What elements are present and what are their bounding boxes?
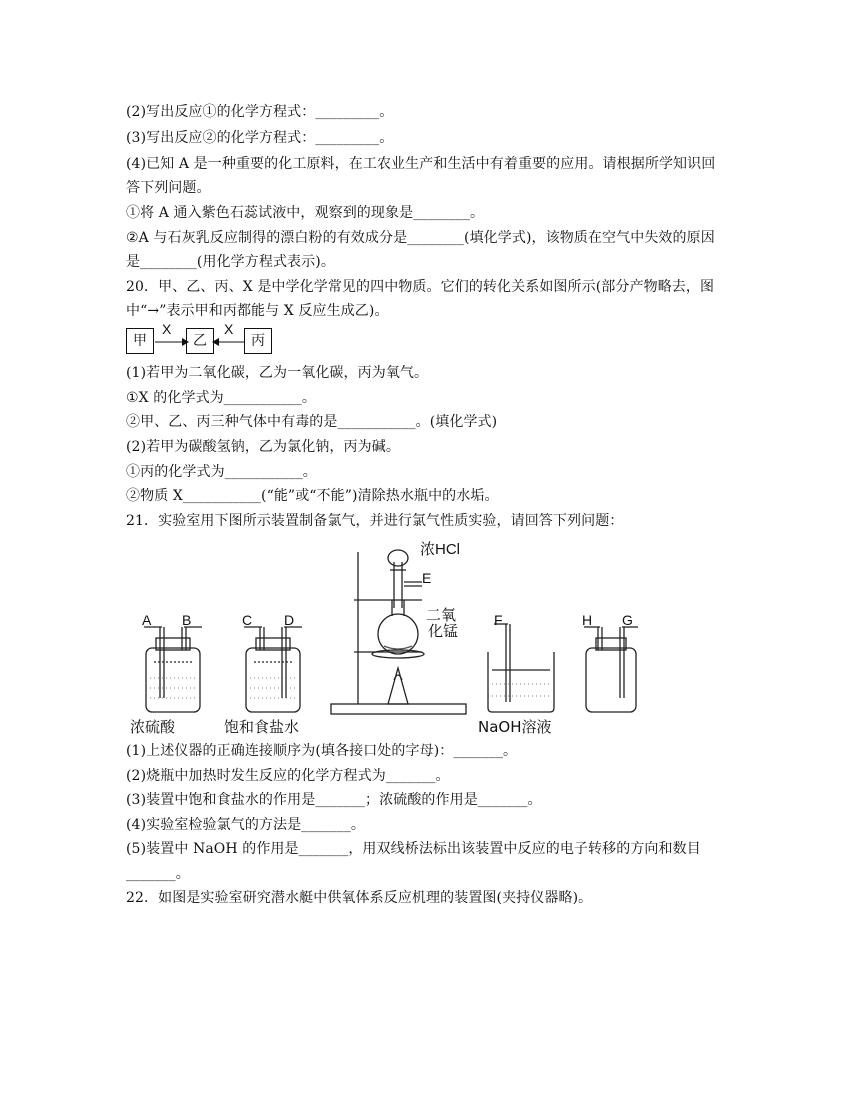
gas-collecting-bottle <box>584 627 638 712</box>
text-line: (2)若甲为碳酸氢钠，乙为氯化钠，丙为碱。 <box>126 439 400 455</box>
text-line: ②A 与石灰乳反应制得的漂白粉的有效成分是________(填化学式)，该物质在空气中失效的原因 <box>126 230 715 246</box>
label-h: H <box>582 612 593 628</box>
box-bing: 丙 <box>244 328 272 354</box>
text-line: 22．如图是实验室研究潜水艇中供氧体系反应机理的装置图(夹持仪器略)。 <box>126 890 593 906</box>
text-line: 是________(用化学方程式表示)。 <box>126 254 335 270</box>
text-line: 21．实验室用下图所示装置制备氯气，并进行氯气性质实验，请回答下列问题： <box>126 513 624 529</box>
text-line: ①X 的化学式为___________。 <box>126 390 316 406</box>
label-conc-hcl: 浓HCl <box>420 541 460 558</box>
transformation-diagram <box>126 321 276 356</box>
box-jia: 甲 <box>126 328 154 354</box>
text-line: ①将 A 通入紫色石蕊试液中，观察到的现象是________。 <box>126 205 485 221</box>
wash-bottle-sulfuric-acid <box>144 627 202 712</box>
text-line: (4)实验室检验氯气的方法是_______。 <box>126 817 366 833</box>
text-line: (1)上述仪器的正确连接顺序为(填各接口处的字母)：_______。 <box>126 743 518 759</box>
box-yi: 乙 <box>186 328 214 354</box>
arrow-label-left: X <box>162 321 172 337</box>
label-b: B <box>182 612 192 628</box>
text-line: _______。 <box>126 866 190 882</box>
wash-bottle-saturated-brine <box>244 627 302 712</box>
lab-apparatus-figure <box>126 538 646 736</box>
apparatus-drawing <box>126 538 646 736</box>
text-line: (2)写出反应①的化学方程式：_________。 <box>126 104 394 120</box>
text-line: (2)烧瓶中加热时发生反应的化学方程式为_______。 <box>126 768 450 784</box>
label-f: F <box>494 612 503 628</box>
text-line: ②甲、乙、丙三种气体中有毒的是___________。(填化学式) <box>126 414 498 430</box>
text-line: (5)装置中 NaOH 的作用是_______，用双线桥法标出该装置中反应的电子转移的方向和数目 <box>126 841 701 857</box>
caption-conc-sulfuric-acid: 浓硫酸 <box>130 718 176 736</box>
text-line: ①丙的化学式为___________。 <box>126 464 317 480</box>
text-line: 中“→”表示甲和丙都能与 X 反应生成乙)。 <box>126 303 389 319</box>
text-line: (3)写出反应②的化学方程式：_________。 <box>126 130 394 146</box>
text-line: ②物质 X___________(“能”或“不能”)清除热水瓶中的水垢。 <box>126 488 499 504</box>
label-c: C <box>242 612 253 628</box>
beaker-naoh-solution <box>488 624 554 712</box>
arrow-label-right: X <box>224 321 234 337</box>
label-mno2-bottom: 化锰 <box>428 623 459 640</box>
label-a: A <box>142 612 152 628</box>
label-d: D <box>284 612 295 628</box>
caption-naoh-solution: NaOH溶液 <box>478 718 552 736</box>
text-line: (4)已知 A 是一种重要的化工原料，在工农业生产和生活中有着重要的应用。请根据所学知识回 <box>126 156 716 172</box>
label-g: G <box>622 612 633 628</box>
text-line: 答下列问题。 <box>126 180 211 196</box>
label-e: E <box>422 570 432 586</box>
caption-saturated-brine: 饱和食盐水 <box>224 718 300 736</box>
text-line: 20．甲、乙、丙、X 是中学化学常见的四中物质。它们的转化关系如图所示(部分产物略去，图 <box>126 279 715 295</box>
label-mno2-top: 二氧 <box>426 607 457 624</box>
text-line: (1)若甲为二氧化碳，乙为一氧化碳，丙为氧气。 <box>126 365 429 381</box>
text-line: (3)装置中饱和食盐水的作用是_______；浓硫酸的作用是_______。 <box>126 792 542 808</box>
